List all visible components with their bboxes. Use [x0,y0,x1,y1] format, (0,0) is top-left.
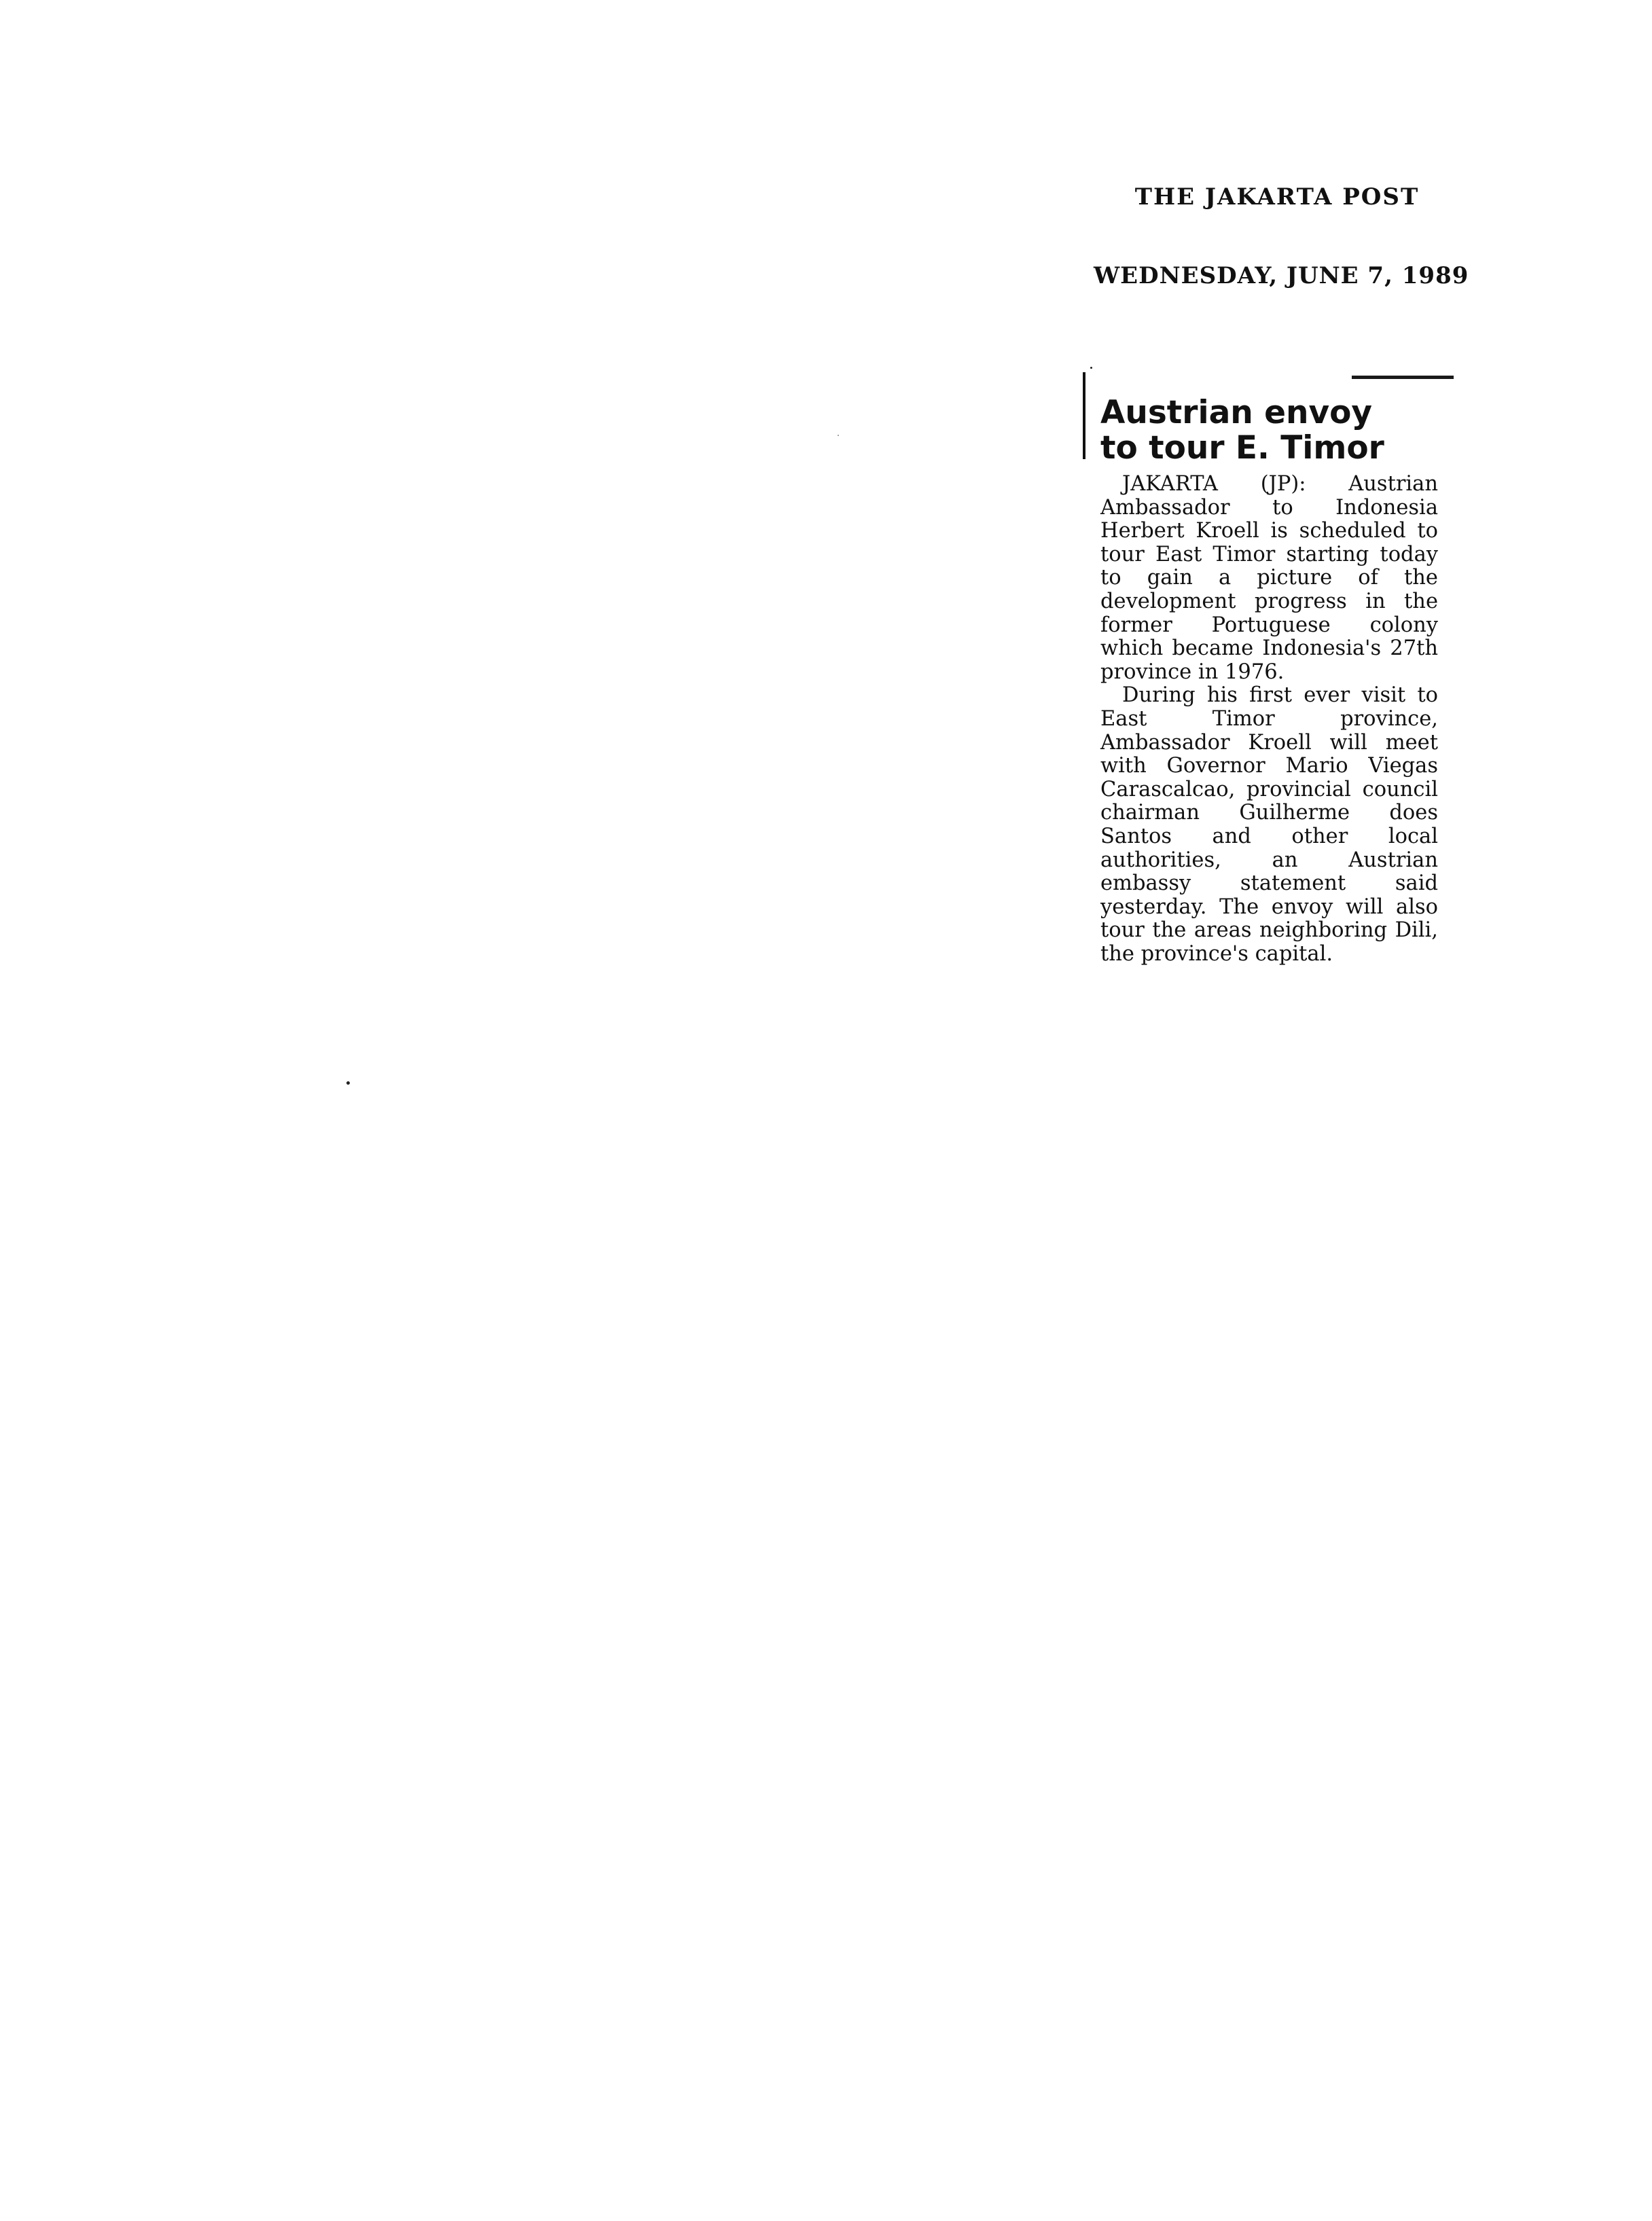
scan-speck [346,1081,350,1085]
article-paragraph-2: During his first ever visit to East Timor province, Ambassador Kroell will meet with Governor Mario Viegas Carascalcao, provincial council chairman Guilherme does Santos and other local authorities, an Austrian embassy statement said yesterday. The envoy will also tour the areas neighboring Dili, the province's capital. [1100,683,1438,966]
headline-line-2: to tour E. Timor [1100,429,1384,467]
article-body [1100,473,1438,966]
scan-speck [1090,367,1092,369]
newspaper-masthead: THE JAKARTA POST [1134,183,1420,211]
scan-speck [838,435,839,436]
headline-line-1: Austrian envoy [1100,394,1373,431]
column-rule [1352,376,1454,379]
headline-side-rule [1083,372,1085,459]
article-headline [1100,395,1454,466]
article-paragraph-1: JAKARTA (JP): Austrian Ambassador to Indonesia Herbert Kroell is scheduled to tour East Timor starting today to gain a picture of the development progress in the former Portuguese colony which became Indonesia's 27th province in 1976. [1100,472,1438,684]
publication-date: WEDNESDAY, JUNE 7, 1989 [1094,262,1469,289]
